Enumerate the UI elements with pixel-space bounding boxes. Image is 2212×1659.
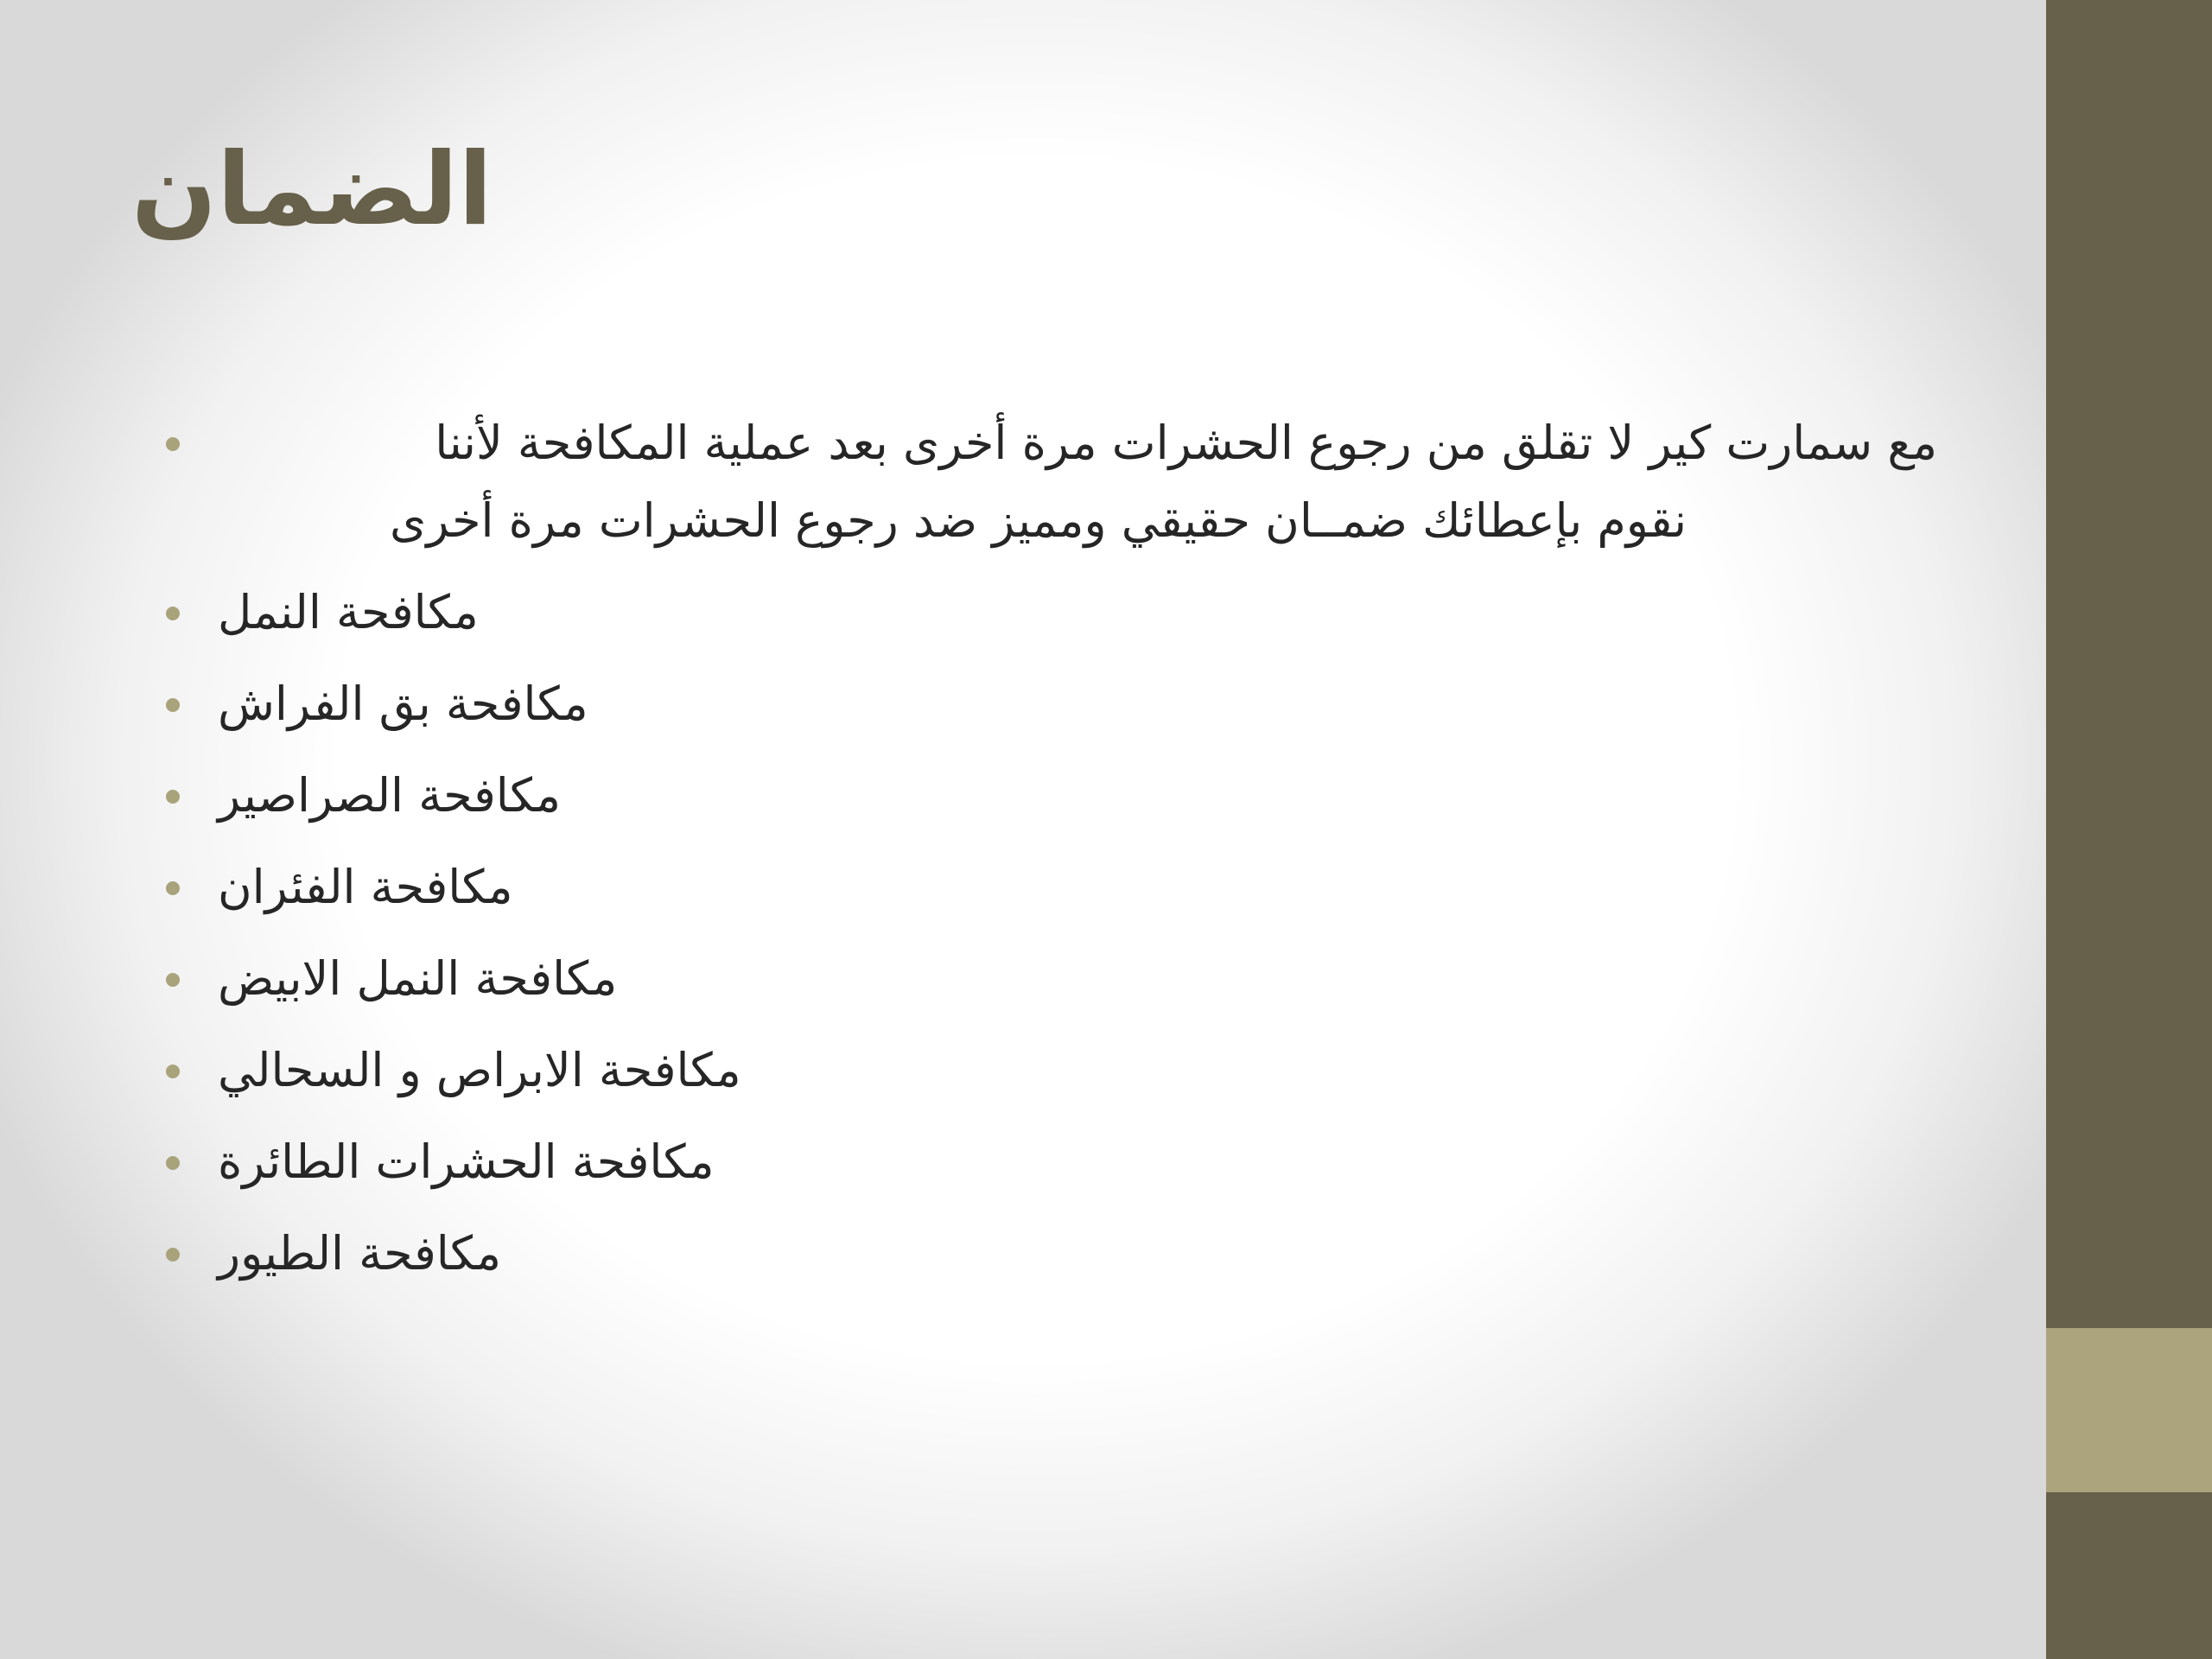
bullet-text: مكافحة الطيور [218, 1226, 502, 1281]
bullet-dot-icon [166, 1156, 180, 1170]
list-item [156, 1215, 1936, 1293]
list-item [156, 940, 1936, 1018]
list-item [156, 665, 1936, 743]
bullet-text: مكافحة النمل [218, 585, 479, 639]
list-item [156, 1032, 1936, 1109]
bullet-dot-icon [166, 437, 180, 451]
bullet-text: مكافحة بق الفراش [218, 677, 588, 731]
list-item [156, 404, 1936, 560]
bullet-text-line: مع سمارت كير لا تقلق من رجوع الحشرات مرة أخرى بعد عملية المكافحة لأننا [435, 416, 1937, 470]
list-item [156, 1123, 1936, 1201]
bullet-dot-icon [166, 881, 180, 895]
bullet-text: مكافحة الحشرات الطائرة [218, 1135, 715, 1189]
slide-title: الضمان [131, 131, 493, 248]
bullet-dot-icon [166, 607, 180, 620]
bullet-dot-icon [166, 1065, 180, 1078]
list-item [156, 849, 1936, 926]
bullet-text [218, 404, 1937, 560]
bullet-dot-icon [166, 698, 180, 712]
bullet-text-line: نقوم بإعطائك ضمــان حقيقي ومميز ضد رجوع الحشرات مرة أخرى [390, 493, 1687, 548]
list-item [156, 574, 1936, 652]
bullet-text: مكافحة الابراص و السحالي [218, 1043, 741, 1097]
bullet-dot-icon [166, 973, 180, 987]
bullet-text: مكافحة الصراصير [218, 768, 562, 823]
bullet-dot-icon [166, 1248, 180, 1262]
bullet-text: مكافحة النمل الابيض [218, 951, 618, 1006]
list-item [156, 757, 1936, 835]
bullet-text: مكافحة الفئران [218, 860, 513, 914]
bullet-dot-icon [166, 790, 180, 804]
bullet-list [156, 404, 1936, 1306]
side-bar-accent-decoration [2046, 1328, 2212, 1492]
